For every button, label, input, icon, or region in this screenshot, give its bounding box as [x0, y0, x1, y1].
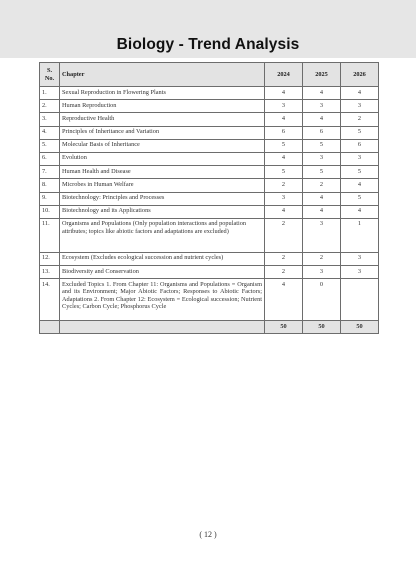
- header-year-2025: 2025: [303, 63, 341, 87]
- row-value-2026: 1: [341, 218, 379, 252]
- row-value-2026: 4: [341, 87, 379, 100]
- total-2025: 50: [303, 321, 341, 334]
- row-value-2025: 4: [303, 192, 341, 205]
- row-chapter: Biotechnology and its Applications: [60, 205, 265, 218]
- row-chapter: Sexual Reproduction in Flowering Plants: [60, 87, 265, 100]
- row-chapter: Excluded Topics 1. From Chapter 11: Organisms and Populations = Organism and its Environment; Major Abiotic Factors; Responses to Abiotic Factors; Adaptations 2. From Chapter 12: Ecosystem = Ecological succession; Nutrient Cycles; Carbon Cycle; Phosphorus Cycle: [60, 279, 265, 321]
- row-value-2025: 3: [303, 152, 341, 165]
- row-sno: 4.: [40, 126, 60, 139]
- trend-table: [39, 62, 379, 334]
- row-chapter: Microbes in Human Welfare: [60, 179, 265, 192]
- row-value-2024: 4: [265, 113, 303, 126]
- row-value-2024: 4: [265, 279, 303, 321]
- row-value-2026: 3: [341, 266, 379, 279]
- row-chapter: Biodiversity and Conservation: [60, 266, 265, 279]
- table-row: [40, 279, 379, 321]
- row-value-2024: 2: [265, 266, 303, 279]
- totals-sno-empty: [40, 321, 60, 334]
- row-value-2025: 6: [303, 126, 341, 139]
- row-sno: 11.: [40, 218, 60, 252]
- row-chapter: Biotechnology: Principles and Processes: [60, 192, 265, 205]
- row-sno: 7.: [40, 166, 60, 179]
- header-chapter: Chapter: [60, 63, 265, 87]
- row-value-2026: 3: [341, 100, 379, 113]
- row-value-2024: 4: [265, 87, 303, 100]
- row-value-2024: 5: [265, 166, 303, 179]
- table-row: [40, 166, 379, 179]
- row-value-2024: 2: [265, 179, 303, 192]
- row-chapter: Reproductive Health: [60, 113, 265, 126]
- row-sno: 9.: [40, 192, 60, 205]
- header-sno: S. No.: [40, 63, 60, 87]
- row-value-2025: 2: [303, 252, 341, 265]
- table-row: [40, 266, 379, 279]
- header-year-2026: 2026: [341, 63, 379, 87]
- table-row: [40, 100, 379, 113]
- row-chapter: Ecosystem (Excludes ecological succession and nutrient cycles): [60, 252, 265, 265]
- row-value-2025: 2: [303, 179, 341, 192]
- row-sno: 13.: [40, 266, 60, 279]
- row-value-2025: 3: [303, 266, 341, 279]
- row-value-2026: 3: [341, 252, 379, 265]
- row-chapter: Evolution: [60, 152, 265, 165]
- row-value-2025: 4: [303, 87, 341, 100]
- row-value-2026: 6: [341, 139, 379, 152]
- row-sno: 8.: [40, 179, 60, 192]
- row-chapter: Organisms and Populations (Only population interactions and population attributes; topics like abiotic factors and adaptations are excluded): [60, 218, 265, 252]
- table-row: [40, 139, 379, 152]
- row-value-2026: 5: [341, 192, 379, 205]
- table-row: [40, 205, 379, 218]
- row-value-2025: 3: [303, 218, 341, 252]
- row-value-2026: 4: [341, 179, 379, 192]
- row-value-2024: 5: [265, 139, 303, 152]
- table-row: [40, 252, 379, 265]
- page-title: Biology - Trend Analysis: [116, 36, 300, 53]
- row-value-2026: 3: [341, 152, 379, 165]
- row-sno: 2.: [40, 100, 60, 113]
- row-value-2024: 4: [265, 205, 303, 218]
- row-chapter: Molecular Basis of Inheritance: [60, 139, 265, 152]
- row-value-2026: 4: [341, 205, 379, 218]
- row-chapter: Human Health and Disease: [60, 166, 265, 179]
- row-value-2026: 5: [341, 166, 379, 179]
- row-value-2024: 6: [265, 126, 303, 139]
- row-value-2024: 4: [265, 152, 303, 165]
- table-row: [40, 192, 379, 205]
- table-header-row: [40, 63, 379, 87]
- row-value-2026: 2: [341, 113, 379, 126]
- row-value-2025: 4: [303, 205, 341, 218]
- row-sno: 10.: [40, 205, 60, 218]
- row-sno: 14.: [40, 279, 60, 321]
- table-row: [40, 113, 379, 126]
- totals-label-empty: [60, 321, 265, 334]
- header-year-2024: 2024: [265, 63, 303, 87]
- row-value-2024: 3: [265, 100, 303, 113]
- row-sno: 12.: [40, 252, 60, 265]
- table-row: [40, 179, 379, 192]
- row-sno: 5.: [40, 139, 60, 152]
- row-value-2025: 0: [303, 279, 341, 321]
- totals-row: [40, 321, 379, 334]
- row-value-2025: 5: [303, 166, 341, 179]
- row-sno: 1.: [40, 87, 60, 100]
- page-number: ( 12 ): [199, 530, 217, 539]
- row-value-2024: 3: [265, 192, 303, 205]
- row-value-2026: [341, 279, 379, 321]
- row-value-2026: 5: [341, 126, 379, 139]
- table-row: [40, 87, 379, 100]
- row-chapter: Human Reproduction: [60, 100, 265, 113]
- row-value-2024: 2: [265, 252, 303, 265]
- row-sno: 6.: [40, 152, 60, 165]
- row-value-2025: 4: [303, 113, 341, 126]
- row-chapter: Principles of Inheritance and Variation: [60, 126, 265, 139]
- table-row: [40, 218, 379, 252]
- table-row: [40, 152, 379, 165]
- table-row: [40, 126, 379, 139]
- total-2026: 50: [341, 321, 379, 334]
- total-2024: 50: [265, 321, 303, 334]
- row-value-2025: 5: [303, 139, 341, 152]
- row-value-2025: 3: [303, 100, 341, 113]
- row-sno: 3.: [40, 113, 60, 126]
- row-value-2024: 2: [265, 218, 303, 252]
